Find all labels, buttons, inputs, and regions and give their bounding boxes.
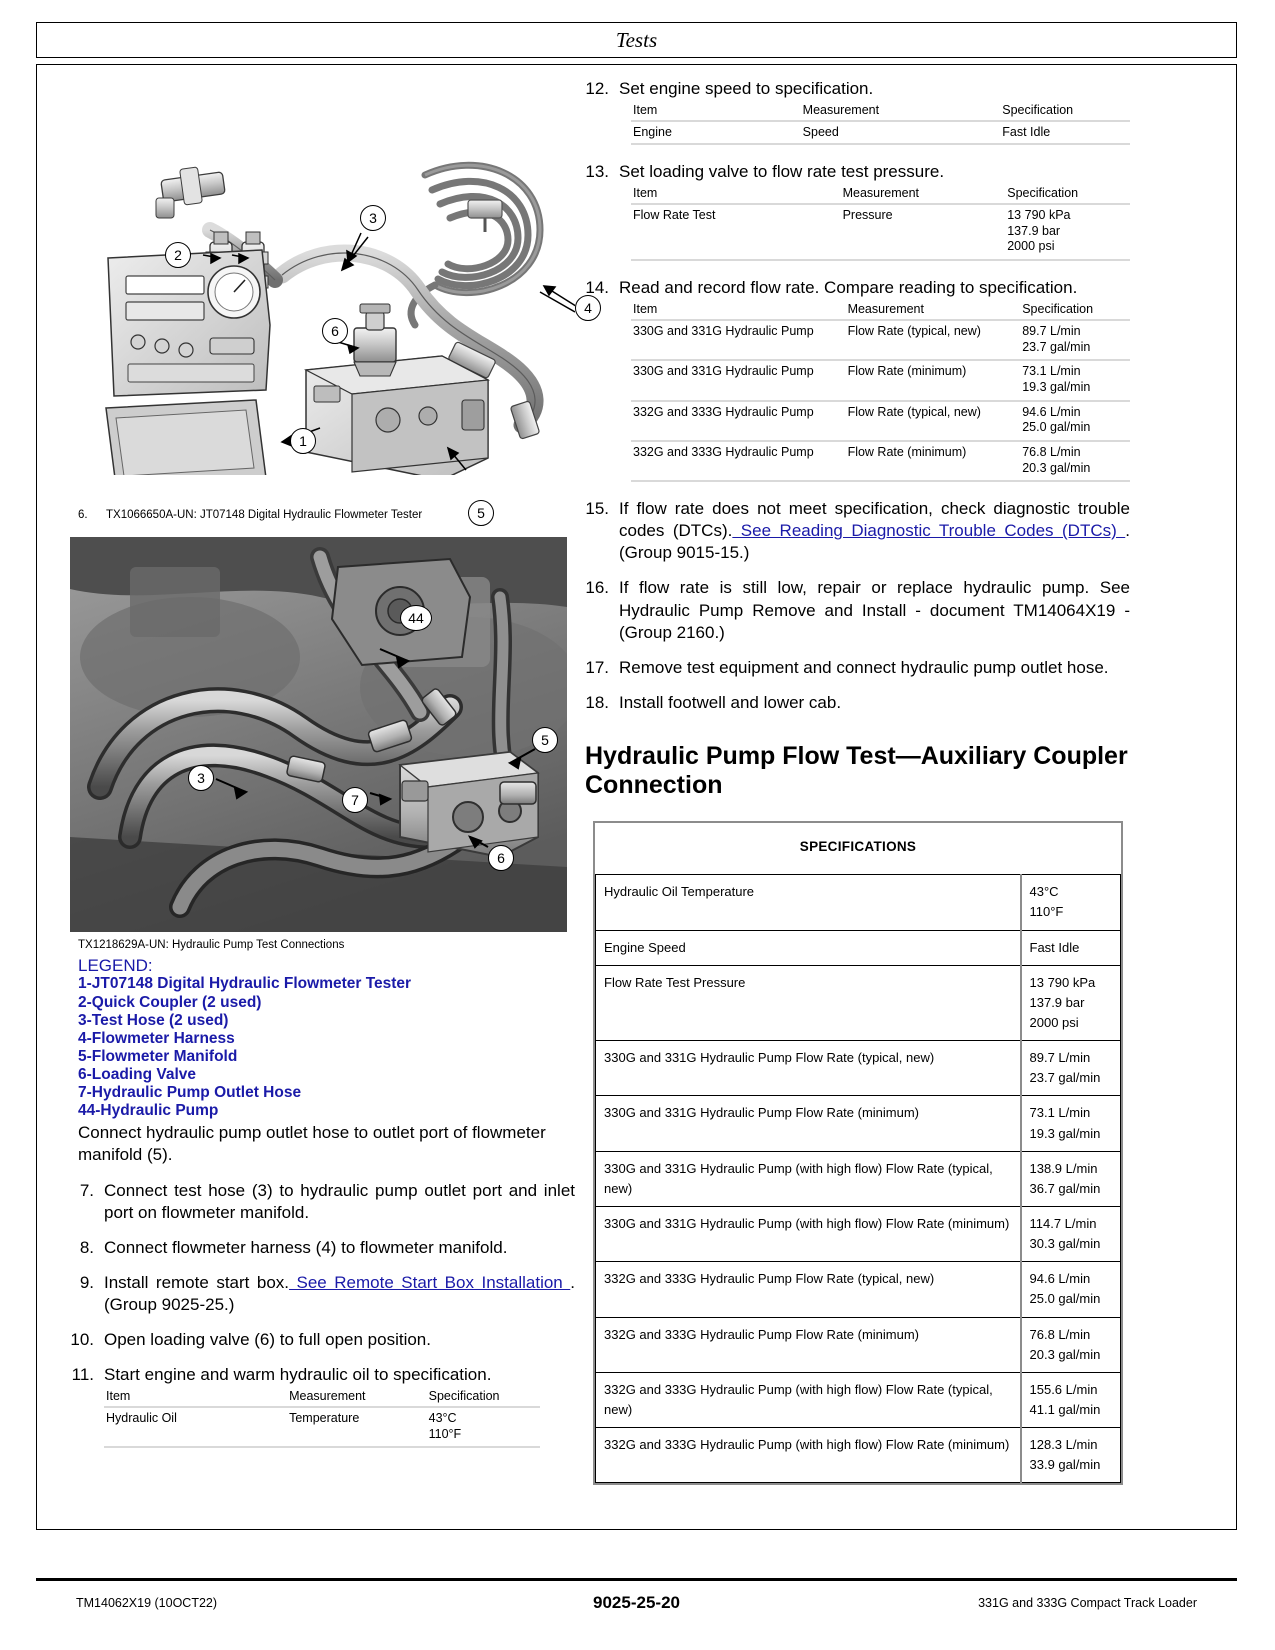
col-item: Item xyxy=(631,301,846,320)
callout-3b: 3 xyxy=(188,765,214,791)
legend-heading: LEGEND: xyxy=(78,955,153,975)
step-16 xyxy=(585,577,1130,643)
table-row xyxy=(596,1207,1121,1262)
footer-divider xyxy=(36,1578,1237,1581)
figure1-caption-text: TX1066650A-UN: JT07148 Digital Hydraulic Flowmeter Tester xyxy=(106,509,423,521)
step-17-text: Remove test equipment and connect hydraulic pump outlet hose. xyxy=(619,657,1109,677)
cell-specification: 94.6 L/min 25.0 gal/min xyxy=(1020,401,1130,441)
spec-label: Hydraulic Oil Temperature xyxy=(596,875,1021,930)
cell-item: Hydraulic Oil xyxy=(104,1407,287,1447)
page-footer xyxy=(36,1592,1237,1622)
step-9-text-after: . (Group 9025-25.) xyxy=(104,1272,575,1314)
cell-measurement: Flow Rate (typical, new) xyxy=(846,320,1021,360)
spec-value: 128.3 L/min 33.9 gal/min xyxy=(1021,1428,1121,1483)
spec-label: 332G and 333G Hydraulic Pump Flow Rate (minimum) xyxy=(596,1317,1021,1372)
cell-item: 330G and 331G Hydraulic Pump xyxy=(631,360,846,400)
spec-value: Fast Idle xyxy=(1021,930,1121,965)
spec-label: 330G and 331G Hydraulic Pump Flow Rate (minimum) xyxy=(596,1096,1021,1151)
legend-item-5: 5-Flowmeter Manifold xyxy=(78,1047,238,1065)
callout-1: 1 xyxy=(290,428,316,454)
table-header-row xyxy=(104,1388,540,1407)
callout-2: 2 xyxy=(165,242,191,268)
table-row xyxy=(596,1262,1121,1317)
cell-specification: 89.7 L/min 23.7 gal/min xyxy=(1020,320,1130,360)
remote-start-box-link[interactable]: See Remote Start Box Installation xyxy=(289,1272,571,1292)
legend-item-2: 2-Quick Coupler (2 used) xyxy=(78,993,262,1011)
table-row xyxy=(596,1317,1121,1372)
spec-label: 332G and 333G Hydraulic Pump (with high flow) Flow Rate (minimum) xyxy=(596,1428,1021,1483)
table-row xyxy=(631,204,1130,260)
table-row xyxy=(104,1407,540,1447)
table-row xyxy=(596,875,1121,930)
legend-item-1: 1-JT07148 Digital Hydraulic Flowmeter Tester xyxy=(78,975,412,993)
spec-label: Flow Rate Test Pressure xyxy=(596,965,1021,1040)
cell-item: 330G and 331G Hydraulic Pump xyxy=(631,320,846,360)
table-row xyxy=(631,320,1130,360)
step-17 xyxy=(585,657,1130,679)
cell-item: Flow Rate Test xyxy=(631,204,841,260)
step-8-text: Connect flowmeter harness (4) to flowmeter manifold. xyxy=(104,1237,508,1257)
cell-item: 332G and 333G Hydraulic Pump xyxy=(631,401,846,441)
callout-6b: 6 xyxy=(488,845,514,871)
spec-value: 89.7 L/min 23.7 gal/min xyxy=(1021,1041,1121,1096)
step-14-text: Read and record flow rate. Compare reading to specification. xyxy=(619,278,1078,298)
col-item: Item xyxy=(104,1388,287,1407)
step-14-number: 14. xyxy=(585,278,609,298)
col-measurement: Measurement xyxy=(287,1388,427,1407)
step-8 xyxy=(70,1237,575,1259)
cell-specification: 73.1 L/min 19.3 gal/min xyxy=(1020,360,1130,400)
step-14 xyxy=(585,277,1130,299)
step-18-text: Install footwell and lower cab. xyxy=(619,692,842,712)
flow-rate-pressure-spec-table xyxy=(631,185,1130,261)
callout-7: 7 xyxy=(342,787,368,813)
flow-rate-pressure-table-wrap xyxy=(585,185,1130,261)
specifications-title-row xyxy=(596,823,1121,874)
left-steps-list xyxy=(70,1180,575,1387)
callout-6: 6 xyxy=(322,318,348,344)
spec-value: 114.7 L/min 30.3 gal/min xyxy=(1021,1207,1121,1262)
step-12-text: Set engine speed to specification. xyxy=(619,79,874,98)
step-10-text: Open loading valve (6) to full open position. xyxy=(104,1330,431,1350)
spec-label: 330G and 331G Hydraulic Pump (with high flow) Flow Rate (minimum) xyxy=(596,1207,1021,1262)
step-15-text xyxy=(619,498,1130,564)
step-18 xyxy=(585,692,1130,714)
step-7-text: Connect test hose (3) to hydraulic pump outlet port and inlet port on flowmeter manifold. xyxy=(104,1180,575,1222)
cell-specification: 76.8 L/min 20.3 gal/min xyxy=(1020,441,1130,481)
step-9-text-before: Install remote start box. xyxy=(104,1272,290,1292)
figure1-caption-number: 6. xyxy=(78,509,88,521)
footer-machine-model: 331G and 333G Compact Track Loader xyxy=(978,1596,1197,1610)
table-row xyxy=(596,930,1121,965)
cell-measurement: Temperature xyxy=(287,1407,427,1447)
page-header xyxy=(36,22,1237,58)
figure1-caption-row xyxy=(70,509,575,521)
specifications-table xyxy=(595,823,1121,1483)
callout-3: 3 xyxy=(360,205,386,231)
right-column xyxy=(585,78,1130,1485)
col-measurement: Measurement xyxy=(846,301,1021,320)
step-11 xyxy=(70,1364,575,1386)
step-8-number: 8. xyxy=(79,1237,94,1257)
legend-item-44: 44-Hydraulic Pump xyxy=(78,1102,219,1120)
spec-value: 43°C 110°F xyxy=(1021,875,1121,930)
step-15-number: 15. xyxy=(585,499,609,519)
specifications-title: SPECIFICATIONS xyxy=(799,839,917,855)
cell-specification: 43°C 110°F xyxy=(427,1407,540,1447)
step-13-text: Set loading valve to flow rate test pressure. xyxy=(619,162,945,182)
spec-value: 138.9 L/min 36.7 gal/min xyxy=(1021,1151,1121,1206)
legend-item-3: 3-Test Hose (2 used) xyxy=(78,1011,229,1029)
step-12-number: 12. xyxy=(585,79,609,98)
step-16-number: 16. xyxy=(585,578,609,598)
step-18-number: 18. xyxy=(585,692,609,712)
table-header-row xyxy=(631,102,1130,121)
table-row xyxy=(596,965,1121,1040)
step-12 xyxy=(585,78,1130,100)
footer-document-number: TM14062X19 (10OCT22) xyxy=(76,1596,218,1610)
legend-block xyxy=(70,956,575,1121)
specifications-table-frame xyxy=(593,821,1123,1485)
flow-rate-spec-table xyxy=(631,301,1130,482)
cell-measurement: Flow Rate (typical, new) xyxy=(846,401,1021,441)
step-11-number: 11. xyxy=(71,1365,94,1385)
table-row xyxy=(631,401,1130,441)
spec-value: 73.1 L/min 19.3 gal/min xyxy=(1021,1096,1121,1151)
step-10-number: 10. xyxy=(70,1330,94,1350)
col-measurement: Measurement xyxy=(841,185,1006,204)
spec-label: 332G and 333G Hydraulic Pump Flow Rate (typical, new) xyxy=(596,1262,1021,1317)
step-7-number: 7. xyxy=(79,1180,94,1200)
col-specification: Specification xyxy=(1000,102,1130,121)
step-13 xyxy=(585,161,1130,183)
figure2-caption: TX1218629A-UN: Hydraulic Pump Test Connections xyxy=(78,939,345,951)
table-row xyxy=(631,121,1130,144)
footer-page-number: 9025-25-20 xyxy=(593,1593,680,1612)
callout-44: 44 xyxy=(400,605,432,631)
spec-label: 332G and 333G Hydraulic Pump (with high flow) Flow Rate (typical, new) xyxy=(596,1372,1021,1427)
page-title: Tests xyxy=(615,27,658,52)
lead-paragraph: Connect hydraulic pump outlet hose to outlet port of flowmeter manifold (5). xyxy=(78,1123,546,1165)
spec-value: 76.8 L/min 20.3 gal/min xyxy=(1021,1317,1121,1372)
step-17-number: 17. xyxy=(585,657,609,677)
table-row xyxy=(596,1151,1121,1206)
step-7 xyxy=(70,1180,575,1224)
col-specification: Specification xyxy=(1020,301,1130,320)
legend-item-4: 4-Flowmeter Harness xyxy=(78,1029,235,1047)
cell-measurement: Speed xyxy=(801,121,1001,144)
spec-label: Engine Speed xyxy=(596,930,1021,965)
hydraulic-oil-spec-table xyxy=(104,1388,540,1448)
cell-measurement: Pressure xyxy=(841,204,1006,260)
legend-item-6: 6-Loading Valve xyxy=(78,1066,197,1084)
step-9-number: 9. xyxy=(79,1272,94,1292)
cell-measurement: Flow Rate (minimum) xyxy=(846,360,1021,400)
section-title: Hydraulic Pump Flow Test—Auxiliary Coupler Connection xyxy=(585,741,1128,799)
col-item: Item xyxy=(631,185,841,204)
reading-dtcs-link[interactable]: See Reading Diagnostic Trouble Codes (DTCs) xyxy=(732,521,1126,541)
pump-test-connections-photo xyxy=(70,537,567,932)
callout-4: 4 xyxy=(575,295,601,321)
spec-label: 330G and 331G Hydraulic Pump (with high flow) Flow Rate (typical, new) xyxy=(596,1151,1021,1206)
callout-5b: 5 xyxy=(532,727,558,753)
spec-value: 94.6 L/min 25.0 gal/min xyxy=(1021,1262,1121,1317)
step-10 xyxy=(70,1329,575,1351)
spec-value: 13 790 kPa 137.9 bar 2000 psi xyxy=(1021,965,1121,1040)
col-measurement: Measurement xyxy=(801,102,1001,121)
engine-speed-spec-table xyxy=(631,102,1130,145)
cell-measurement: Flow Rate (minimum) xyxy=(846,441,1021,481)
step-15 xyxy=(585,498,1130,564)
figure-pump-test-connections xyxy=(70,537,567,932)
step-13-number: 13. xyxy=(585,162,609,182)
step-9 xyxy=(70,1272,575,1316)
table-row xyxy=(596,1096,1121,1151)
flowmeter-tester-illustration xyxy=(70,80,575,475)
flow-rate-table-wrap xyxy=(585,301,1130,482)
callout-5: 5 xyxy=(468,500,494,526)
step-9-text xyxy=(104,1272,575,1316)
cell-specification: Fast Idle xyxy=(1000,121,1130,144)
table-row xyxy=(596,1041,1121,1096)
cell-specification: 13 790 kPa 137.9 bar 2000 psi xyxy=(1005,204,1130,260)
table-header-row xyxy=(631,301,1130,320)
step-16-text: If flow rate is still low, repair or replace hydraulic pump. See Hydraulic Pump Remove and Install - document TM14064X19 - (Group 2160.) xyxy=(619,578,1130,642)
table-row xyxy=(631,360,1130,400)
table-row xyxy=(631,441,1130,481)
step-11-text: Start engine and warm hydraulic oil to specification. xyxy=(104,1365,492,1385)
hydraulic-oil-spec-table-wrap xyxy=(70,1388,540,1448)
col-specification: Specification xyxy=(1005,185,1130,204)
step-15-text-after: . (Group 9015-15.) xyxy=(619,521,1130,563)
cell-item: Engine xyxy=(631,121,801,144)
col-item: Item xyxy=(631,102,801,121)
left-column xyxy=(70,80,592,1464)
col-specification: Specification xyxy=(427,1388,540,1407)
table-row xyxy=(596,1372,1121,1427)
legend-item-7: 7-Hydraulic Pump Outlet Hose xyxy=(78,1084,302,1102)
step-15-text-before: If flow rate does not meet specification, check diagnostic trouble codes (DTCs). xyxy=(619,499,1130,541)
spec-value: 155.6 L/min 41.1 gal/min xyxy=(1021,1372,1121,1427)
cell-item: 332G and 333G Hydraulic Pump xyxy=(631,441,846,481)
table-header-row xyxy=(631,185,1130,204)
table-row xyxy=(596,1428,1121,1483)
engine-speed-table-wrap xyxy=(585,102,1130,145)
spec-label: 330G and 331G Hydraulic Pump Flow Rate (typical, new) xyxy=(596,1041,1021,1096)
